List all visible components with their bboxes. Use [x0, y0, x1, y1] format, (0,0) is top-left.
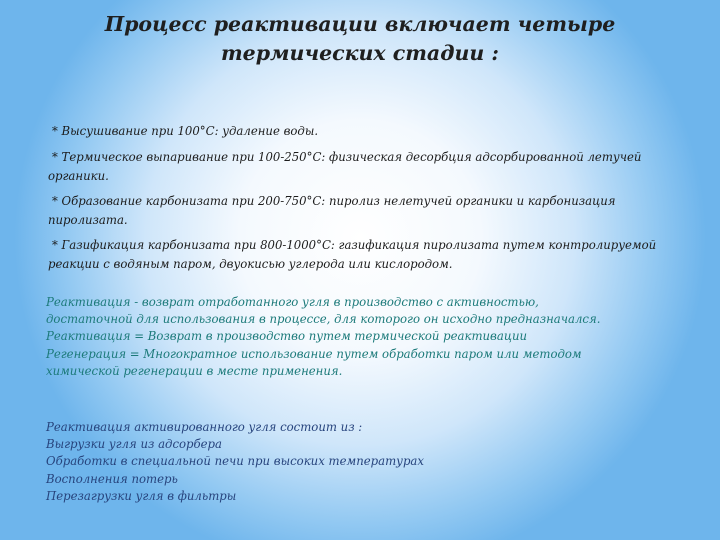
- slide-title: [80, 10, 640, 68]
- stage-carbonization: * Образование карбонизата при 200-750°С: пиролиз нелетучей органики и карбонизация пиролизата.: [48, 194, 616, 227]
- definition-line: Реактивация - возврат отработанного угля в производство с активностью,: [46, 295, 539, 309]
- composition-step: Выгрузки угля из адсорбера: [46, 437, 223, 452]
- slide-title-line-2: термических стадии :: [220, 41, 499, 65]
- composition-step: Обработки в специальной печи при высоких температурах: [46, 454, 424, 469]
- definition-line: химической регенерации в месте применения.: [46, 363, 343, 378]
- composition-step: Перезагрузки угля в фильтры: [46, 488, 237, 503]
- stage-evaporation: * Термическое выпаривание при 100-250°С: физическая десорбция адсорбированной летучей органики.: [48, 150, 642, 183]
- composition-heading: Реактивация активированного угля состоит из :: [46, 420, 363, 434]
- slide-title-line-1: Процесс реактивации включает четыре: [104, 12, 616, 36]
- composition-step: Восполнения потерь: [46, 471, 178, 486]
- definitions-block: [46, 294, 686, 380]
- definition-line: достаточной для использования в процессе, для которого он исходно предназначался.: [46, 312, 601, 327]
- stage-gasification: * Газификация карбонизата при 800-1000°С: газификация пиролизата путем контролируемой реакции с водяным паром, двуокисью углерода или кислородом.: [48, 238, 657, 271]
- definition-line: Реактивация = Возврат в производство путем термической реактивации: [46, 329, 528, 344]
- composition-block: [46, 419, 686, 505]
- definition-line: Регенерация = Многократное использование путем обработки паром или методом: [46, 346, 582, 361]
- stage-drying: * Высушивание при 100°С: удаление воды.: [52, 124, 319, 138]
- stages-list: [48, 122, 668, 280]
